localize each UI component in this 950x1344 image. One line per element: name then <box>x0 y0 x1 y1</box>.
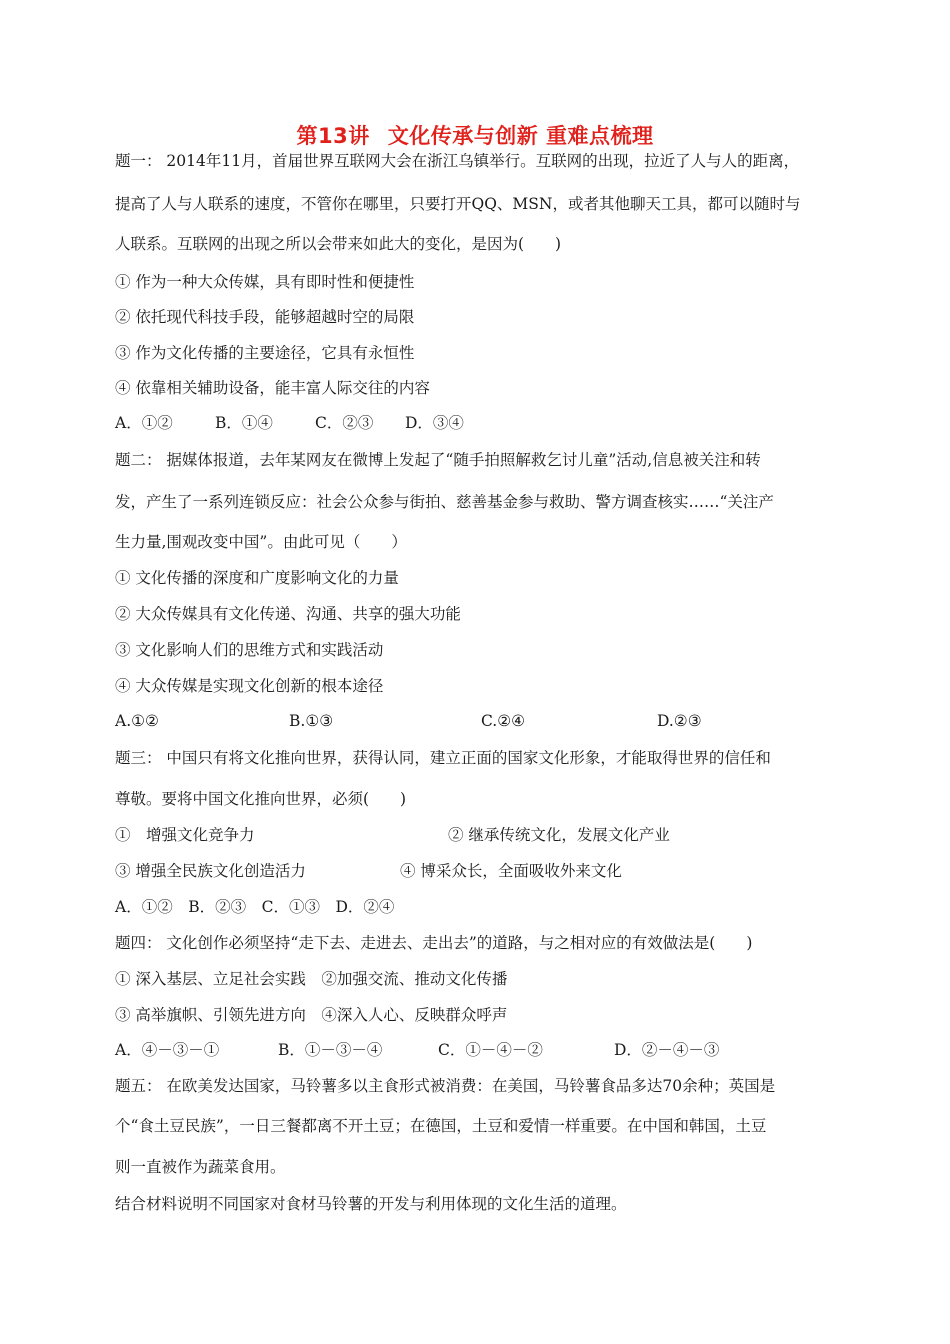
q4-items-row-2: ③ 高举旗帜、引领先进方向 ④深入人心、反映群众呼声 <box>115 1006 508 1024</box>
q2-stem-line-3: 生力量,围观改变中国”。由此可见（ ） <box>115 533 407 551</box>
q2-stem-line-1: 题二： 据媒体报道，去年某网友在微博上发起了“随手拍照解救乞讨儿童”活动,信息被关注和转 <box>115 451 761 469</box>
q3-stem-line-1: 题三： 中国只有将文化推向世界，获得认同，建立正面的国家文化形象，才能取得世界的信任和 <box>115 749 771 767</box>
q3-stem-line-2: 尊敬。要将中国文化推向世界，必须( ) <box>115 790 407 808</box>
q1-option-b: B．①④ <box>215 414 273 432</box>
q2-option-b: B.①③ <box>289 712 334 730</box>
q2-item-4: ④ 大众传媒是实现文化创新的根本途径 <box>115 677 384 695</box>
q1-option-d: D．③④ <box>405 414 464 432</box>
q1-stem-line-2: 提高了人与人联系的速度，不管你在哪里，只要打开QQ、MSN，或者其他聊天工具，都可以随时与 <box>115 195 801 213</box>
q2-item-1: ① 文化传播的深度和广度影响文化的力量 <box>115 569 399 587</box>
q5-stem-line-1: 题五： 在欧美发达国家，马铃薯多以主食形式被消费：在美国，马铃薯食品多达70余种；英国是 <box>115 1077 776 1095</box>
q4-items-row-1: ① 深入基层、立足社会实践 ②加强交流、推动文化传播 <box>115 970 508 988</box>
title-lecture-number: 第13讲 <box>296 124 370 148</box>
page-title <box>0 120 950 150</box>
q1-option-a: A．①② <box>115 414 173 432</box>
q3-options: A．①② B．②③ C．①③ D．②④ <box>115 898 395 916</box>
q3-item-1: ① 增强文化竞争力 <box>115 826 255 844</box>
q4-option-c: C．①－④－② <box>438 1041 543 1059</box>
q2-stem-line-2: 发，产生了一系列连锁反应：社会公众参与街拍、慈善基金参与救助、警方调查核实……“关注产 <box>115 493 774 511</box>
q2-option-c: C.②④ <box>481 712 526 730</box>
q2-item-3: ③ 文化影响人们的思维方式和实践活动 <box>115 641 384 659</box>
q5-stem-line-3: 则一直被作为蔬菜食用。 <box>115 1158 286 1176</box>
q1-item-4: ④ 依靠相关辅助设备，能丰富人际交往的内容 <box>115 379 430 397</box>
q4-stem-line-1: 题四： 文化创作必须坚持“走下去、走进去、走出去”的道路，与之相对应的有效做法是( ) <box>115 934 753 952</box>
q3-item-2: ② 继承传统文化，发展文化产业 <box>448 826 670 844</box>
q5-stem-line-2: 个“食土豆民族”，一日三餐都离不开土豆；在德国，土豆和爱情一样重要。在中国和韩国，土豆 <box>115 1117 767 1135</box>
q5-prompt: 结合材料说明不同国家对食材马铃薯的开发与利用体现的文化生活的道理。 <box>115 1195 627 1213</box>
q3-item-3: ③ 增强全民族文化创造活力 <box>115 862 306 880</box>
q3-item-4: ④ 博采众长，全面吸收外来文化 <box>400 862 622 880</box>
q1-item-1: ① 作为一种大众传媒，具有即时性和便捷性 <box>115 273 415 291</box>
q1-item-3: ③ 作为文化传播的主要途径，它具有永恒性 <box>115 344 415 362</box>
q2-option-d: D.②③ <box>657 712 702 730</box>
q1-option-c: C．②③ <box>315 414 374 432</box>
q1-stem-line-1: 题一： 2014年11月，首届世界互联网大会在浙江乌镇举行。互联网的出现，拉近了人与人的距离， <box>115 152 800 170</box>
q1-stem-line-3: 人联系。互联网的出现之所以会带来如此大的变化，是因为( ) <box>115 235 562 253</box>
q4-option-a: A．④－③－① <box>115 1041 220 1059</box>
q2-option-a: A.①② <box>115 712 159 730</box>
q4-option-d: D．②－④－③ <box>614 1041 720 1059</box>
q2-item-2: ② 大众传媒具有文化传递、沟通、共享的强大功能 <box>115 605 461 623</box>
q4-option-b: B．①－③－④ <box>278 1041 383 1059</box>
q1-item-2: ② 依托现代科技手段，能够超越时空的局限 <box>115 308 415 326</box>
title-topic: 文化传承与创新 重难点梳理 <box>387 124 654 148</box>
